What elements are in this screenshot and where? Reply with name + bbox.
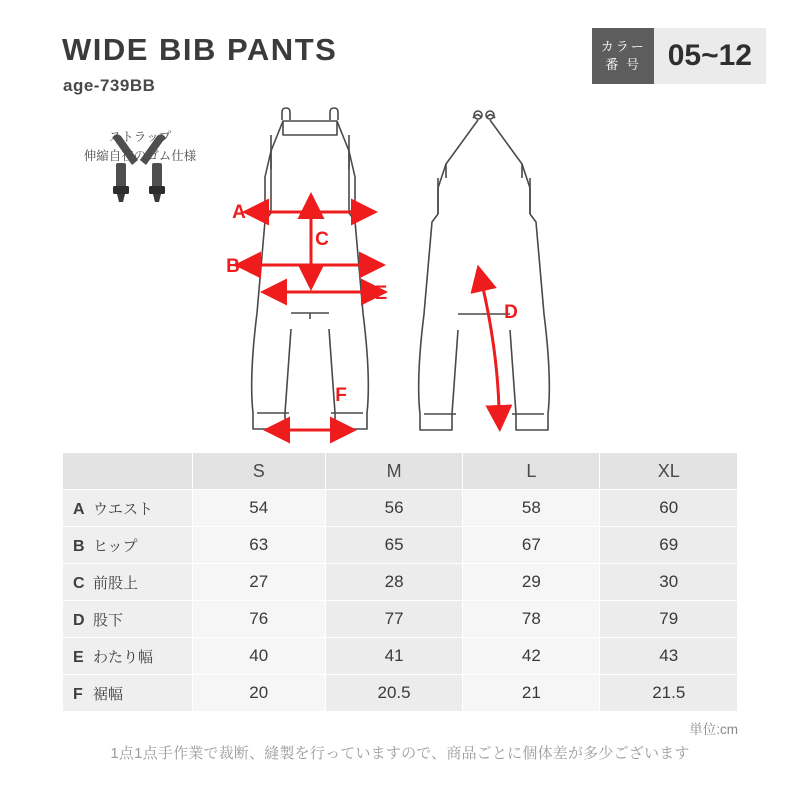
strap-caption-line2: 伸縮自在のゴム仕様 — [83, 148, 197, 163]
unit-note: 単位:cm — [689, 722, 738, 737]
row-name-a: ウエスト — [93, 500, 154, 518]
row-letter-a: A — [73, 500, 85, 518]
cell-d-m: 77 — [325, 601, 462, 638]
cell-b-s: 63 — [192, 527, 325, 564]
cell-f-xl: 21.5 — [600, 675, 738, 712]
row-head-c — [63, 564, 193, 601]
size-table — [62, 452, 738, 712]
row-name-d: 股下 — [93, 611, 124, 629]
measure-label-a: A — [232, 202, 246, 223]
cell-b-xl: 69 — [600, 527, 738, 564]
cell-c-l: 29 — [463, 564, 600, 601]
table-row — [63, 564, 738, 601]
cell-f-m: 20.5 — [325, 675, 462, 712]
color-number-label-line1: カラー — [600, 39, 646, 55]
row-head-d — [63, 601, 193, 638]
row-letter-d: D — [73, 611, 85, 629]
row-letter-f: F — [73, 685, 83, 703]
row-name-b: ヒップ — [93, 537, 138, 555]
cell-f-l: 21 — [463, 675, 600, 712]
color-number-badge — [592, 28, 766, 84]
cell-e-s: 40 — [192, 638, 325, 675]
color-number-value: 05~12 — [654, 28, 766, 84]
measure-label-b: B — [226, 256, 240, 277]
color-number-label — [592, 28, 654, 84]
table-header-row — [63, 453, 738, 490]
cell-d-xl: 79 — [600, 601, 738, 638]
measure-arrows — [258, 212, 499, 430]
cell-a-xl: 60 — [600, 490, 738, 527]
row-letter-c: C — [73, 574, 85, 592]
strap-caption — [62, 128, 218, 166]
row-name-f: 裾幅 — [93, 685, 124, 703]
table-col-l: L — [463, 453, 600, 490]
cell-d-l: 78 — [463, 601, 600, 638]
row-head-a — [63, 490, 193, 527]
measure-line-d — [483, 288, 499, 408]
row-letter-e: E — [73, 648, 84, 666]
front-view — [252, 108, 369, 429]
table-col-xl: XL — [600, 453, 738, 490]
page-title: WIDE BIB PANTS — [62, 32, 338, 67]
product-sku: age-739BB — [63, 76, 156, 95]
back-view — [419, 111, 550, 430]
table-corner-cell — [63, 453, 193, 490]
measure-label-e: E — [374, 283, 388, 304]
cell-e-m: 41 — [325, 638, 462, 675]
table-row — [63, 527, 738, 564]
row-head-f — [63, 675, 193, 712]
table-row — [63, 601, 738, 638]
strap-caption-line1: ストラップ — [108, 130, 172, 144]
disclaimer-note: 1点1点手作業で裁断、縫製を行っていますので、商品ごとに個体差が多少ございます — [110, 745, 690, 762]
row-letter-b: B — [73, 537, 85, 555]
table-row — [63, 675, 738, 712]
cell-f-s: 20 — [192, 675, 325, 712]
table-col-s: S — [192, 453, 325, 490]
cell-a-m: 56 — [325, 490, 462, 527]
row-name-c: 前股上 — [93, 574, 139, 592]
measure-label-c: C — [315, 229, 329, 250]
cell-c-xl: 30 — [600, 564, 738, 601]
cell-c-m: 28 — [325, 564, 462, 601]
color-number-label-line2: 番 号 — [605, 57, 642, 72]
cell-a-l: 58 — [463, 490, 600, 527]
row-name-e: わたり幅 — [93, 648, 154, 666]
cell-e-xl: 43 — [600, 638, 738, 675]
cell-b-m: 65 — [325, 527, 462, 564]
table-col-m: M — [325, 453, 462, 490]
cell-a-s: 54 — [192, 490, 325, 527]
measure-label-d: D — [504, 302, 518, 323]
cell-d-s: 76 — [192, 601, 325, 638]
row-head-e — [63, 638, 193, 675]
table-row — [63, 638, 738, 675]
measure-label-f: F — [335, 385, 347, 406]
cell-e-l: 42 — [463, 638, 600, 675]
row-head-b — [63, 527, 193, 564]
table-row — [63, 490, 738, 527]
cell-c-s: 27 — [192, 564, 325, 601]
cell-b-l: 67 — [463, 527, 600, 564]
